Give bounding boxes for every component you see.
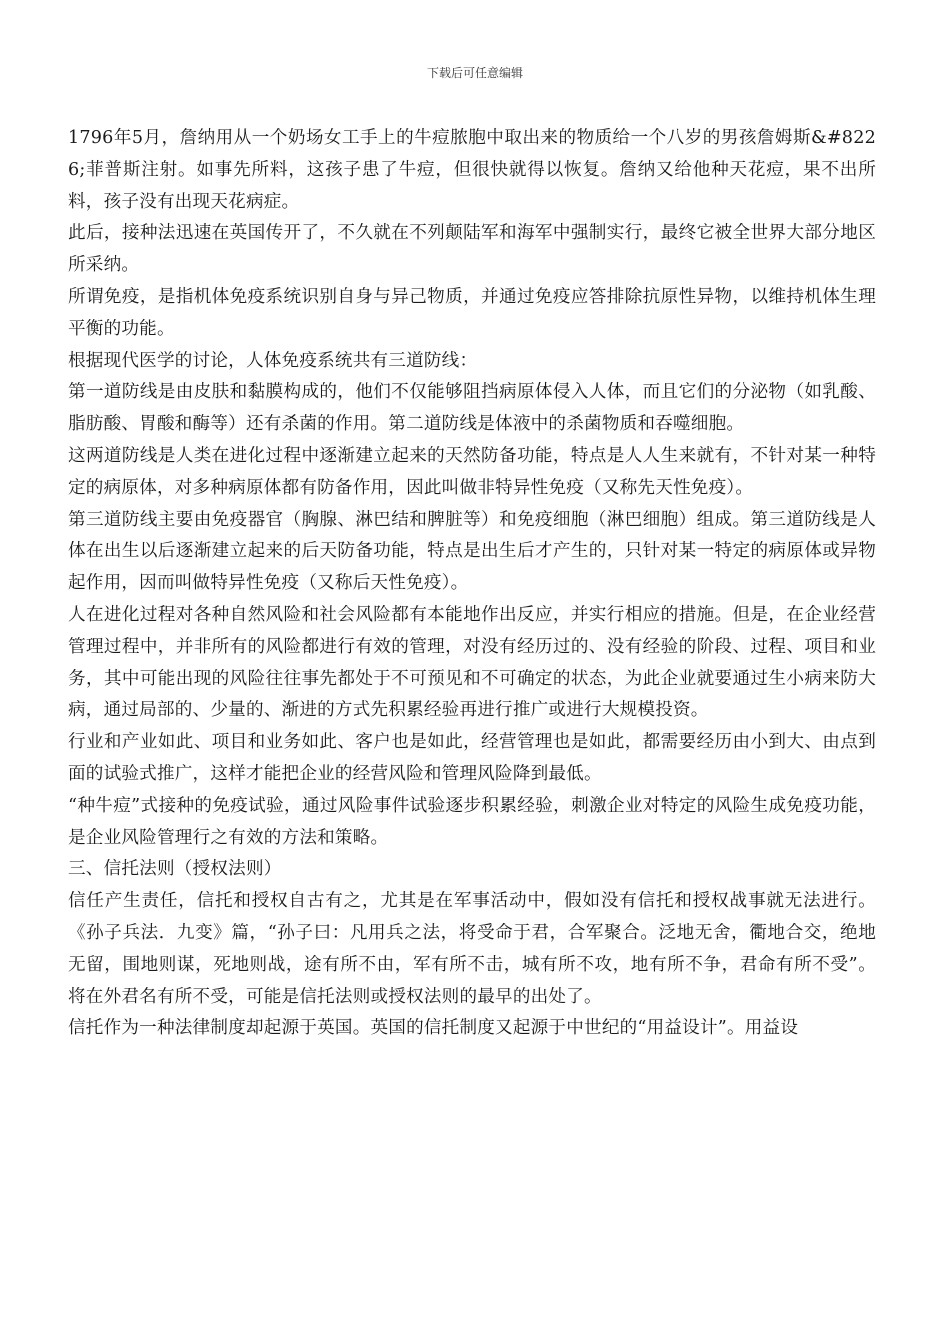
document-body (68, 123, 876, 1045)
paragraph-trust-origin: 信托作为一种法律制度却起源于英国。英国的信托制度又起源于中世纪的“用益设计”。用益设 (68, 1018, 799, 1039)
paragraph-immunity-definition: 所谓免疫，是指机体免疫系统识别自身与异己物质，并通过免疫应答排除抗原性异物，以维持机体生理平衡的功能。 (68, 286, 876, 339)
paragraph-industry-trial: 行业和产业如此、项目和业务如此、客户也是如此，经营管理也是如此，都需要经历由小到大、由点到面的试验式推广，这样才能把企业的经营风险和管理风险降到最低。 (68, 732, 876, 784)
paragraph-vaccination-history: 1796年5月，詹纳用从一个奶场女工手上的牛痘脓胞中取出来的物质给一个八岁的男孩詹姆斯&#8226;菲普斯注射。如事先所料，这孩子患了牛痘，但很快就得以恢复。詹纳又给他种天花痘，果不出所料，孩子没有出现天花病症。 (68, 128, 876, 212)
paragraph-trust-authorization: 信任产生责任，信托和授权自古有之，尤其是在军事活动中，假如没有信托和授权战事就无法进行。《孙子兵法．九变》篇，“孙子曰：凡用兵之法，将受命于君，合军聚合。泛地无舍，衢地合交，绝地无留，围地则谋，死地则战，途有所不由，军有所不击，城有所不攻，地有所不争，君命有所不受”。将在外君名有所不受，可能是信托法则或授权法则的最早的出处了。 (68, 891, 876, 1007)
paragraph-three-defenses-intro: 根据现代医学的讨论，人体免疫系统共有三道防线： (68, 350, 478, 371)
paragraph-vaccination-spread: 此后，接种法迅速在英国传开了，不久就在不列颠陆军和海军中强制实行，最终它被全世界大部分地区所采纳。 (68, 223, 876, 276)
paragraph-enterprise-risk: 人在进化过程对各种自然风险和社会风险都有本能地作出反应，并实行相应的措施。但是，在企业经营管理过程中，并非所有的风险都进行有效的管理，对没有经历过的、没有经验的阶段、过程、项目和业务，其中可能出现的风险往往事先都处于不可预见和不可确定的状态，为此企业就要通过生小病来防大病，通过局部的、少量的、渐进的方式先积累经验再进行推广或进行大规模投资。 (68, 604, 876, 721)
paragraph-third-defense: 第三道防线主要由免疫器官（胸腺、淋巴结和脾脏等）和免疫细胞（淋巴细胞）组成。第三道防线是人体在出生以后逐渐建立起来的后天防备功能，特点是出生后才产生的，只针对某一特定的病原体或异物起作用，因而叫做特异性免疫（又称后天性免疫）。 (68, 509, 876, 594)
section-heading-trust-rule: 三、信托法则（授权法则） (68, 859, 282, 880)
paragraph-innate-immunity: 这两道防线是人类在进化过程中逐渐建立起来的天然防备功能，特点是人人生来就有，不针对某一种特定的病原体，对多种病原体都有防备作用，因此叫做非特异性免疫（又称先天性免疫）。 (68, 445, 876, 498)
page-header: 下载后可任意编辑 (426, 66, 523, 80)
paragraph-first-second-defense: 第一道防线是由皮肤和黏膜构成的，他们不仅能够阻挡病原体侵入人体，而且它们的分泌物（如乳酸、脂肪酸、胃酸和酶等）还有杀菌的作用。第二道防线是体液中的杀菌物质和吞噬细胞。 (68, 382, 876, 435)
paragraph-immune-trial-strategy: “种牛痘”式接种的免疫试验，通过风险事件试验逐步积累经验，刺激企业对特定的风险生成免疫功能，是企业风险管理行之有效的方法和策略。 (68, 795, 876, 848)
